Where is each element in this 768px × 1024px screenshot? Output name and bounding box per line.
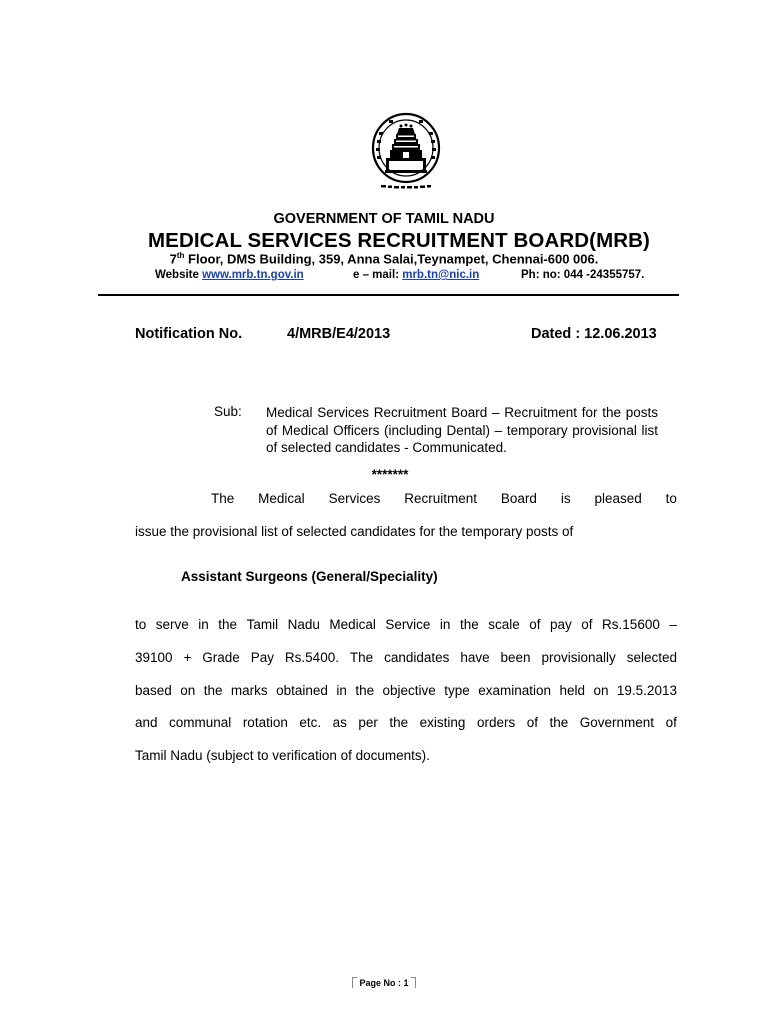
paragraph-word: per [358, 715, 378, 730]
paragraph-word: etc. [299, 715, 322, 730]
notification-number: 4/MRB/E4/2013 [287, 326, 391, 342]
paragraph-word: in [439, 617, 451, 632]
paragraph-word: orders [476, 715, 516, 730]
board-title: MEDICAL SERVICES RECRUITMENT BOARD(MRB) [148, 229, 650, 252]
email-label: e – mail: [353, 269, 400, 281]
email-link[interactable]: mrb.tn@nic.in [402, 269, 480, 281]
post-title: Assistant Surgeons (General/Speciality) [181, 569, 438, 584]
intro-word: Recruitment [404, 491, 478, 506]
paragraph-word: the [203, 683, 223, 698]
paragraph-word: scale [488, 617, 520, 632]
paragraph-word: rotation [242, 715, 288, 730]
paragraph-word: have [460, 650, 490, 665]
paragraph-word: The [349, 650, 374, 665]
tamil-nadu-emblem-icon [359, 112, 453, 192]
paragraph-word: Grade [202, 650, 240, 665]
paragraph-word: of [529, 617, 541, 632]
paragraph-word: provisionally [541, 650, 616, 665]
board-address [0, 251, 768, 266]
paragraph-word: Tamil [246, 617, 279, 632]
paragraph-word: Rs.15600 [602, 617, 660, 632]
intro-line-1 [211, 491, 677, 506]
paragraph-word: the [355, 683, 375, 698]
paragraph-line [135, 617, 677, 632]
paragraph-word: to [135, 617, 147, 632]
intro-line-2: issue the provisional list of selected candidates for the temporary posts of [135, 524, 574, 539]
website-link[interactable]: www.mrb.tn.gov.in [202, 269, 304, 281]
intro-word: is [560, 491, 571, 506]
paragraph-word: based [135, 683, 172, 698]
paragraph-word: Pay [250, 650, 274, 665]
paragraph-word: examination [478, 683, 552, 698]
notification-label: Notification No. [135, 326, 243, 342]
paragraph-word: the [459, 617, 479, 632]
intro-word: to [665, 491, 677, 506]
paragraph-word: marks [230, 683, 268, 698]
paragraph-word: selected [626, 650, 677, 665]
phone-number: Ph: no: 044 -24355757. [521, 269, 645, 281]
address-floor-superscript: th [176, 251, 185, 260]
intro-word: Board [500, 491, 537, 506]
address-floor-number: 7 [169, 251, 177, 267]
paragraph-word: + [183, 650, 192, 665]
paragraph-word: the [389, 715, 409, 730]
paragraph-word: the [549, 715, 569, 730]
paragraph-word: been [500, 650, 531, 665]
paragraph-word: existing [419, 715, 466, 730]
page-number [0, 977, 768, 988]
paragraph-word: Medical [329, 617, 376, 632]
paragraph-word: Nadu [287, 617, 320, 632]
intro-word: Services [328, 491, 381, 506]
paragraph-word: in [336, 683, 347, 698]
notification-date: Dated : 12.06.2013 [531, 326, 657, 342]
email-line [353, 269, 479, 281]
paragraph-word: 39100 [135, 650, 173, 665]
paragraph-word: on [180, 683, 196, 698]
paragraph-word: Government [579, 715, 655, 730]
paragraph-word: pay [550, 617, 572, 632]
intro-word: pleased [594, 491, 642, 506]
paragraph-word: Rs.5400. [284, 650, 339, 665]
paragraph-word: on [593, 683, 609, 698]
paragraph-word: and [135, 715, 158, 730]
header-divider [98, 294, 679, 296]
page-number-mark [352, 977, 357, 988]
subject-text: Medical Services Recruitment Board – Recruitment for the posts of Medical Officers (including Dental) – temporary provisional list of selected candidates - Communicated. [266, 405, 658, 455]
paragraph-word: – [669, 617, 677, 632]
paragraph-word: Service [385, 617, 431, 632]
paragraph-word: candidates [384, 650, 450, 665]
paragraph-line [135, 715, 677, 730]
website-label: Website [155, 269, 199, 281]
paragraph-line [135, 650, 677, 665]
paragraph-word: in [198, 617, 209, 632]
paragraph-word: of [581, 617, 593, 632]
subject-label: Sub: [214, 404, 242, 419]
paragraph-word: as [332, 715, 347, 730]
paragraph-word: of [526, 715, 538, 730]
government-title: GOVERNMENT OF TAMIL NADU [273, 211, 495, 227]
page-number-text: Page No : 1 [359, 978, 409, 988]
paragraph-word: held [559, 683, 585, 698]
paragraph-last-line: Tamil Nadu (subject to verification of documents). [135, 748, 430, 763]
paragraph-word: 19.5.2013 [616, 683, 677, 698]
address-text: Floor, DMS Building, 359, Anna Salai,Teynampet, Chennai-600 006. [184, 251, 599, 267]
paragraph-word: of [665, 715, 677, 730]
paragraph-word: objective [382, 683, 436, 698]
intro-word: Medical [258, 491, 305, 506]
section-separator: ******* [371, 467, 409, 482]
paragraph-line [135, 683, 677, 698]
paragraph-word: serve [155, 617, 189, 632]
website-line [155, 269, 304, 281]
paragraph-word: communal [169, 715, 232, 730]
page-number-mark [411, 977, 416, 988]
intro-word: The [211, 491, 235, 506]
paragraph-word: obtained [276, 683, 328, 698]
paragraph-word: type [444, 683, 470, 698]
paragraph-word: the [218, 617, 238, 632]
